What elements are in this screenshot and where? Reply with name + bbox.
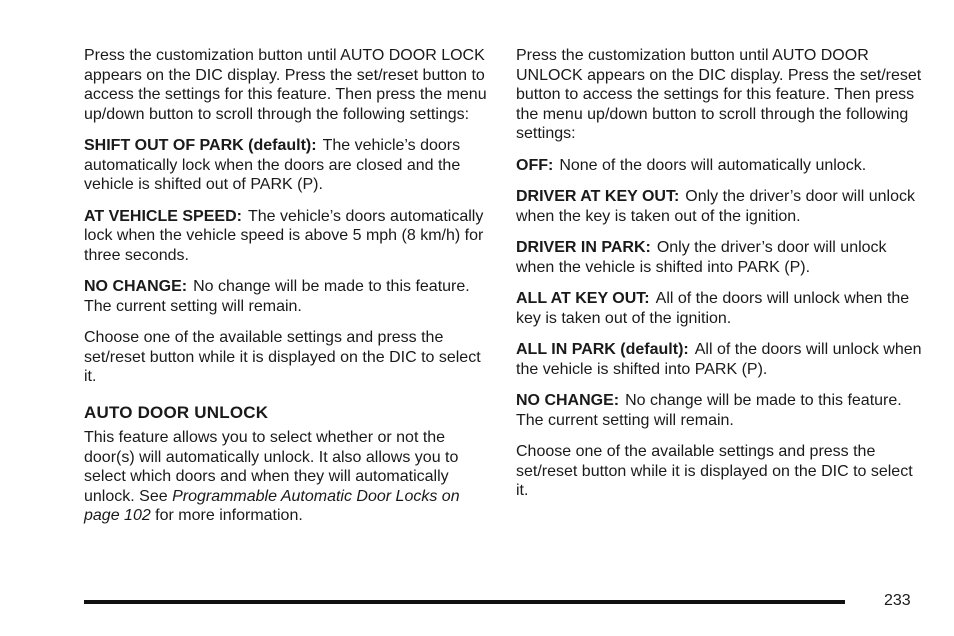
option-text: The vehicle’s doors automatically lock when the doors are closed and the vehicle is shifted out of PARK (P).: [84, 137, 461, 193]
option-off: [516, 156, 926, 176]
auto-door-unlock-intro: Press the customization button until AUTO DOOR UNLOCK appears on the DIC display. Press the set/reset button to access the settings for this feature. Then press the menu up/down button to scroll through the following settings:: [516, 47, 922, 142]
option-term: DRIVER IN PARK:: [516, 239, 651, 256]
option-all-in-park: [516, 340, 926, 379]
option-term: SHIFT OUT OF PARK (default):: [84, 137, 317, 154]
option-text: All of the doors will unlock when the key is taken out of the ignition.: [516, 290, 910, 327]
auto-door-lock-intro: Press the customization button until AUTO DOOR LOCK appears on the DIC display. Press the set/reset button to access the settings for this feature. Then press the menu up/down button to scroll through the following settings:: [84, 47, 487, 123]
option-text: No change will be made to this feature. The current setting will remain.: [516, 392, 902, 429]
option-text: None of the doors will automatically unlock.: [559, 156, 867, 174]
closing-instruction: Choose one of the available settings and press the set/reset button while it is displayed on the DIC to select it.: [84, 329, 481, 385]
option-at-vehicle-speed: [84, 207, 496, 266]
option-text: Only the driver’s door will unlock when the key is taken out of the ignition.: [516, 188, 916, 225]
option-text: Only the driver’s door will unlock when the vehicle is shifted into PARK (P).: [516, 239, 887, 276]
option-no-change: [516, 391, 926, 430]
feature-description: [84, 428, 496, 526]
option-text: The vehicle’s doors automatically lock when the vehicle speed is above 5 mph (8 km/h) for three seconds.: [84, 207, 484, 264]
option-term: ALL AT KEY OUT:: [516, 290, 650, 307]
footer-rule: [84, 600, 845, 604]
right-column: [516, 46, 926, 513]
option-no-change: [84, 277, 496, 316]
option-term: DRIVER AT KEY OUT:: [516, 188, 680, 205]
option-term: NO CHANGE:: [84, 278, 188, 295]
cross-reference-link[interactable]: Programmable Automatic Door Locks on page 102: [84, 487, 460, 524]
option-text: All of the doors will unlock when the vehicle is shifted into PARK (P).: [516, 341, 922, 378]
feature-text: This feature allows you to select whether or not the door(s) will automatically unlock. It also allows you to select which doors and when they will automatically unlock. See: [84, 429, 459, 505]
option-term: NO CHANGE:: [516, 392, 620, 409]
left-column: [84, 46, 496, 538]
option-shift-out-of-park: [84, 136, 496, 195]
option-term: ALL IN PARK (default):: [516, 341, 689, 358]
option-driver-at-key-out: [516, 187, 926, 226]
section-heading: AUTO DOOR UNLOCK: [84, 402, 269, 422]
closing-instruction: Choose one of the available settings and press the set/reset button while it is displayed on the DIC to select it.: [516, 443, 913, 499]
option-term: AT VEHICLE SPEED:: [84, 207, 242, 225]
option-text: No change will be made to this feature. The current setting will remain.: [84, 278, 470, 315]
page-number: 233: [884, 592, 911, 609]
option-all-at-key-out: [516, 289, 926, 328]
feature-text-end: for more information.: [150, 507, 303, 524]
option-term: OFF:: [516, 156, 554, 174]
option-driver-in-park: [516, 238, 926, 277]
